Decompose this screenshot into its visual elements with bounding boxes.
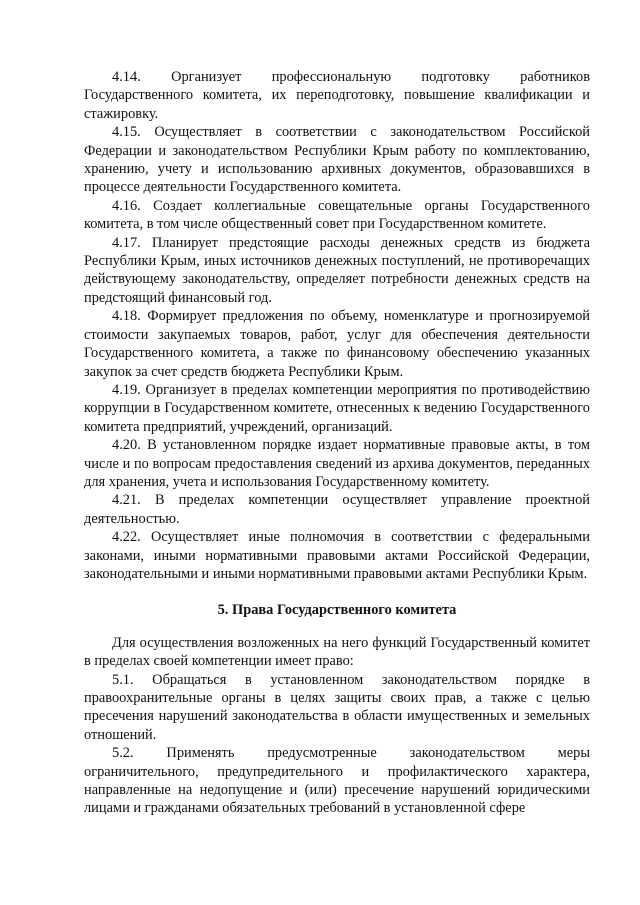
paragraph-4-14 xyxy=(84,68,590,123)
paragraph-text: В пределах компетенции осуществляет управление проектной деятельностью. xyxy=(84,492,590,527)
paragraph-text: Формирует предложения по объему, номенклатуре и прогнозируемой стоимости закупаемых товаров, работ, услуг для обеспечения деятельности Государственного комитета, а также по финансовому обеспечению указанных закупок за счет средств бюджета Республики Крым. xyxy=(84,308,590,380)
paragraph-text: Применять предусмотренные законодательством меры ограничительного, предупредительного и профилактического характера, направленные на недопущение и (или) пресечение нарушений юридическими лицами и гражданами обязательных требований в установленной сфере xyxy=(84,745,590,817)
paragraph-4-20 xyxy=(84,436,590,491)
paragraph-number: 5.2. xyxy=(112,745,134,762)
paragraph-4-21 xyxy=(84,491,590,528)
paragraph-number: 4.19. xyxy=(112,381,141,398)
paragraph-text: Организует в пределах компетенции мероприятия по противодействию коррупции в Государственном комитете, отнесенных к ведению Государственного комитета предприятий, учреждений, организаций. xyxy=(84,381,590,435)
paragraph-text: Обращаться в установленном законодательством порядке в правоохранительные органы в целях защиты своих прав, а также с целью пресечения нарушений законодательства в области имущественных и земельных отношений. xyxy=(84,671,590,743)
paragraph-4-19 xyxy=(84,381,590,436)
paragraph-4-18 xyxy=(84,307,590,381)
paragraph-text: Осуществляет в соответствии с законодательством Российской Федерации и законодательством Республики Крым работу по комплектованию, хранению, учету и использованию архивных документов, образовавшихся в процессе деятельности Государственного комитета. xyxy=(84,124,590,196)
paragraph-text: Планирует предстоящие расходы денежных средств из бюджета Республики Крым, иных источников денежных поступлений, не противоречащих действующему законодательству, определяет потребности денежных средств на предстоящий финансовый год. xyxy=(84,234,590,306)
section-heading: 5. Права Государственного комитета xyxy=(217,602,457,619)
paragraph-text: Создает коллегиальные совещательные органы Государственного комитета, в том числе общественный совет при Государственном комитете. xyxy=(84,197,590,233)
document-page xyxy=(84,68,590,818)
paragraph-number: 4.21. xyxy=(112,492,141,509)
paragraph-number: 4.16. xyxy=(112,197,141,214)
paragraph-number: 4.18. xyxy=(112,308,141,325)
paragraph-number: 4.14. xyxy=(112,69,141,85)
section-intro: Для осуществления возложенных на него функций Государственный комитет в пределах своей компетенции имеет право: xyxy=(84,634,590,670)
paragraph-5-1 xyxy=(84,671,590,745)
paragraph-4-16 xyxy=(84,197,590,234)
paragraph-number: 4.17. xyxy=(112,234,141,251)
paragraph-number: 4.15. xyxy=(112,124,141,141)
paragraph-text: Осуществляет иные полномочия в соответствии с федеральными законами, иными нормативными правовыми актами Российской Федерации, законодательными и иными нормативными правовыми актами Республики Крым. xyxy=(84,529,590,582)
paragraph-4-17 xyxy=(84,234,590,308)
paragraph-text: В установленном порядке издает нормативные правовые акты, в том числе и по вопросам предоставления сведений из архива документов, переданных для хранения, учета и использования Государственному комитету. xyxy=(84,437,590,490)
paragraph-text: Организует профессиональную подготовку работников Государственного комитета, их переподготовку, повышение квалификации и стажировку. xyxy=(84,69,590,122)
paragraph-number: 4.22. xyxy=(112,529,141,546)
paragraph-number: 4.20. xyxy=(112,437,141,454)
paragraph-4-22 xyxy=(84,528,590,583)
paragraph-4-15 xyxy=(84,123,590,197)
paragraph-5-2 xyxy=(84,744,590,818)
paragraph-number: 5.1. xyxy=(112,671,134,688)
